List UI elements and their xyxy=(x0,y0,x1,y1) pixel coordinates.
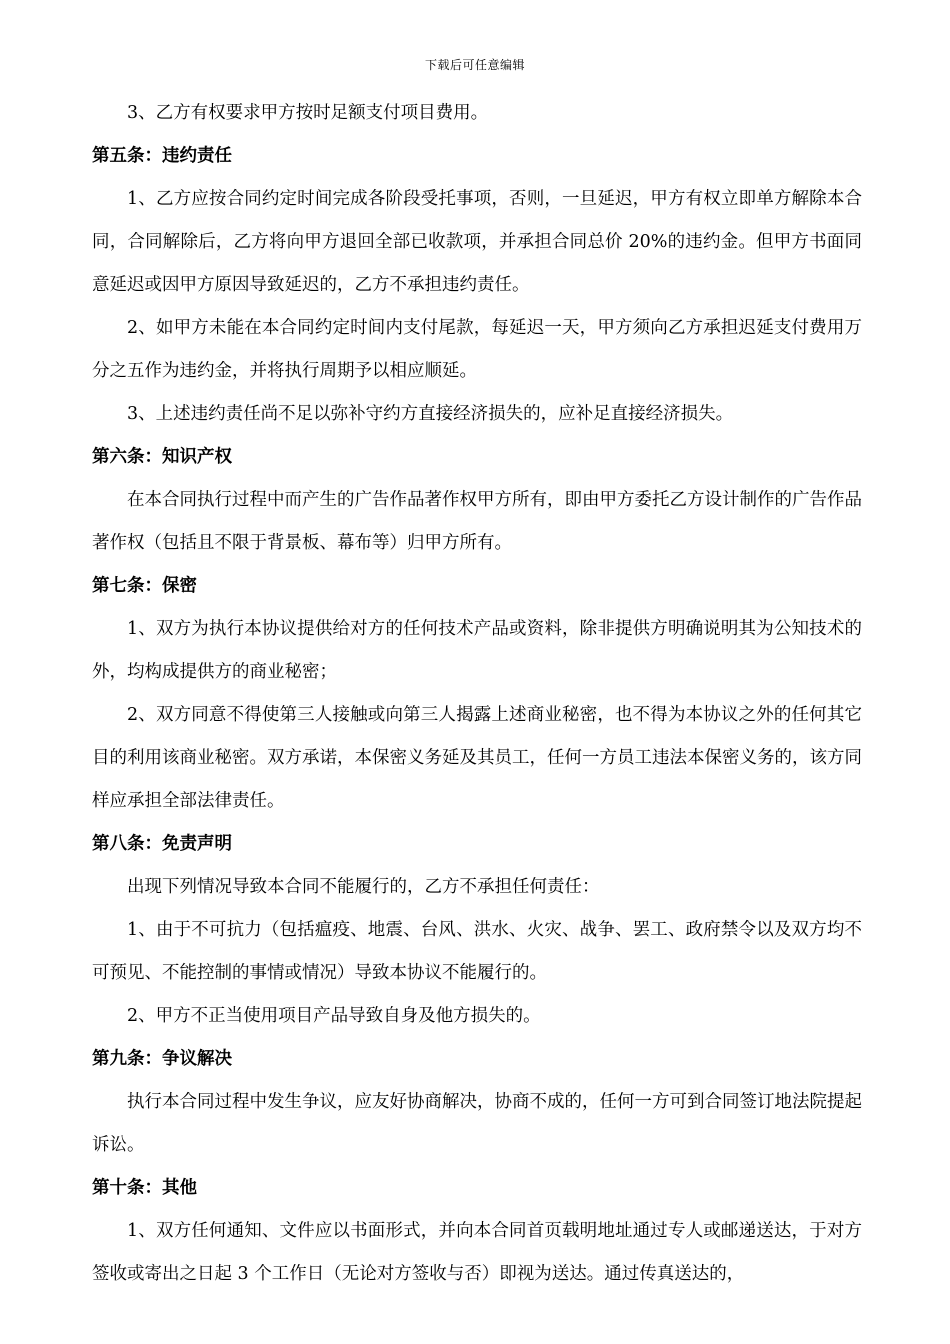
paragraph: 在本合同执行过程中而产生的广告作品著作权甲方所有，即由甲方委托乙方设计制作的广告作品著作权（包括且不限于背景板、幕布等）归甲方所有。 xyxy=(92,490,862,553)
paragraph: 2、甲方不正当使用项目产品导致自身及他方损失的。 xyxy=(127,1006,541,1026)
paragraph: 2、双方同意不得使第三人接触或向第三人揭露上述商业秘密，也不得为本协议之外的任何其它目的利用该商业秘密。双方承诺，本保密义务延及其员工，任何一方员工违法本保密义务的，该方同样应承担全部法律责任。 xyxy=(92,705,862,811)
paragraph: 1、双方任何通知、文件应以书面形式，并向本合同首页载明地址通过专人或邮递送达，于对方签收或寄出之日起 3 个工作日（无论对方签收与否）即视为送达。通过传真送达的， xyxy=(92,1221,862,1284)
paragraph: 1、由于不可抗力（包括瘟疫、地震、台风、洪水、火灾、战争、罢工、政府禁令以及双方均不可预见、不能控制的事情或情况）导致本协议不能履行的。 xyxy=(92,920,862,983)
paragraph: 1、乙方应按合同约定时间完成各阶段受托事项，否则，一旦延迟，甲方有权立即单方解除本合同，合同解除后，乙方将向甲方退回全部已收款项，并承担合同总价 20%的违约金。但甲方书面同意延迟或因甲方原因导致延迟的，乙方不承担违约责任。 xyxy=(92,189,862,295)
paragraph: 1、双方为执行本协议提供给对方的任何技术产品或资料，除非提供方明确说明其为公知技术的外，均构成提供方的商业秘密； xyxy=(92,619,862,682)
section-heading-9: 第九条：争议解决 xyxy=(92,1049,232,1069)
section-heading-8: 第八条：免责声明 xyxy=(92,834,232,854)
paragraph: 3、上述违约责任尚不足以弥补守约方直接经济损失的，应补足直接经济损失。 xyxy=(127,404,734,424)
section-heading-10: 第十条：其他 xyxy=(92,1178,197,1198)
paragraph: 2、如甲方未能在本合同约定时间内支付尾款，每延迟一天，甲方须向乙方承担迟延支付费用万分之五作为违约金，并将执行周期予以相应顺延。 xyxy=(92,318,862,381)
paragraph: 出现下列情况导致本合同不能履行的，乙方不承担任何责任： xyxy=(127,877,600,897)
section-heading-6: 第六条：知识产权 xyxy=(92,447,232,467)
section-heading-5: 第五条：违约责任 xyxy=(92,146,232,166)
page-header: 下载后可任意编辑 xyxy=(424,58,525,72)
section-heading-7: 第七条：保密 xyxy=(92,576,197,596)
paragraph: 执行本合同过程中发生争议，应友好协商解决，协商不成的，任何一方可到合同签订地法院提起诉讼。 xyxy=(92,1092,862,1155)
paragraph: 3、乙方有权要求甲方按时足额支付项目费用。 xyxy=(127,103,489,123)
document-body xyxy=(92,92,862,1296)
